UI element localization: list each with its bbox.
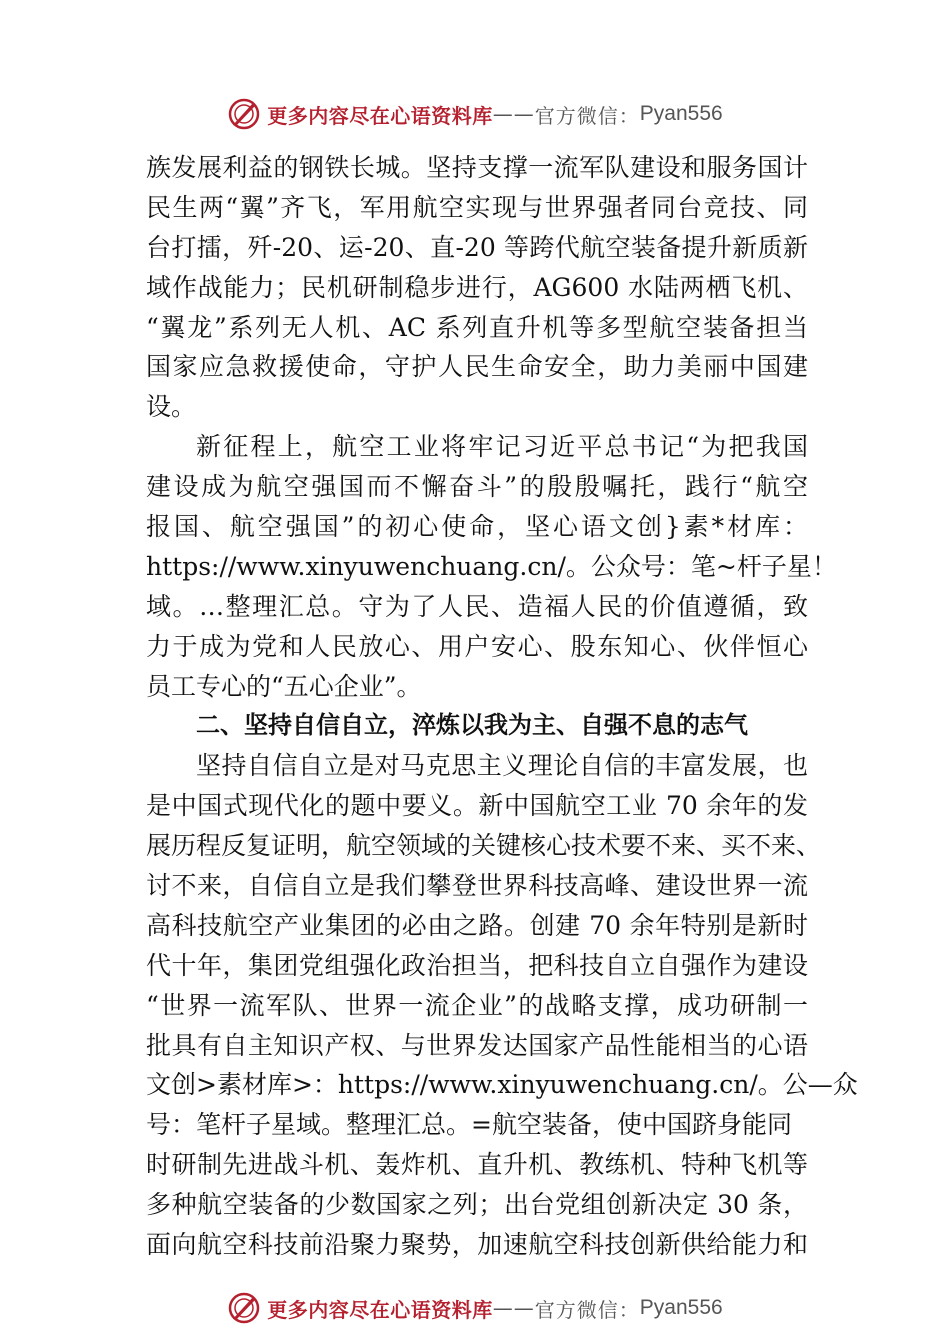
- text-line: “翼龙”系列无人机、AC 系列直升机等多型航空装备担当: [146, 312, 808, 342]
- banner-separator: ——: [492, 1296, 535, 1320]
- text-line: 高科技航空产业集团的必由之路。创建 70 余年特别是新时: [146, 910, 808, 940]
- text-line: 族发展利益的钢铁长城。坚持支撑一流军队建设和服务国计: [146, 153, 808, 182]
- banner-brand: 更多内容尽在心语资料库: [267, 1297, 493, 1322]
- text-line: 坚持自信自立是对马克思主义理论自信的丰富发展，也: [196, 751, 808, 781]
- header-watermark-banner: [0, 94, 950, 134]
- document-body: [146, 148, 858, 1265]
- text-line: 力于成为党和人民放心、用户安心、股东知心、伙伴恒心: [146, 631, 808, 661]
- text-line: 报国、航空强国”的初心使命，坚心语文创}素*材库：: [146, 512, 808, 542]
- text-line: 新征程上，航空工业将牢记习近平总书记“为把我国: [196, 432, 808, 462]
- banner-wechat-id: Pyan556: [639, 102, 723, 125]
- text-line: “世界一流军队、世界一流企业”的战略支撑，成功研制一: [146, 990, 808, 1020]
- text-line: https://www.xinyuwenchuang.cn/。公众号：笔~杆子星！: [146, 551, 837, 581]
- section-heading: [146, 706, 808, 746]
- quill-seal-logo-icon: [227, 1291, 261, 1325]
- text-line: 讨不来，自信自立是我们攀登世界科技高峰、建设世界一流: [146, 871, 808, 901]
- text-line: 文创>素材库>：https://www.xinyuwenchuang.cn/。公—众: [146, 1070, 858, 1100]
- text-line: 号：笔杆子星域。整理汇总。=航空装备，使中国跻身能同: [146, 1110, 792, 1140]
- footer-watermark-banner: [0, 1288, 950, 1328]
- text-line: 展历程反复证明，航空领域的关键核心技术要不来、买不来、: [146, 831, 822, 861]
- text-line: 台打擂，歼-20、运-20、直-20 等跨代航空装备提升新质新: [146, 232, 808, 262]
- paragraph: [146, 746, 858, 1265]
- banner-wechat-id: Pyan556: [639, 1296, 723, 1319]
- text-line: 是中国式现代化的题中要义。新中国航空工业 70 余年的发: [146, 791, 808, 821]
- banner-label: 官方微信：: [534, 1297, 640, 1322]
- paragraph: [146, 148, 808, 427]
- text-line: 时研制先进战斗机、轰炸机、直升机、教练机、特种飞机等: [146, 1150, 808, 1180]
- text-line: 批具有自主知识产权、与世界发达国家产品性能相当的心语: [146, 1030, 808, 1060]
- text-line: 设。: [146, 392, 197, 422]
- text-line: 建设成为航空强国而不懈奋斗”的殷殷嘱托，践行“航空: [146, 472, 808, 502]
- text-line: 民生两“翼”齐飞，军用航空实现与世界强者同台竞技、同: [146, 192, 808, 222]
- text-line: 多种航空装备的少数国家之列；出台党组创新决定 30 条，: [146, 1190, 808, 1220]
- quill-seal-logo-icon: [227, 97, 261, 131]
- banner-brand: 更多内容尽在心语资料库: [267, 103, 493, 128]
- text-line: 员工专心的“五心企业”。: [146, 671, 422, 701]
- text-line: 代十年，集团党组强化政治担当，把科技自立自强作为建设: [146, 950, 808, 980]
- text-line: 域。…整理汇总。守为了人民、造福人民的价值遵循，致: [146, 591, 808, 621]
- banner-separator: ——: [492, 102, 535, 126]
- text-line: 国家应急救援使命，守护人民生命安全，助力美丽中国建: [146, 352, 808, 382]
- banner-label: 官方微信：: [534, 103, 640, 128]
- heading-text: 二、坚持自信自立，淬炼以我为主、自强不息的志气: [196, 711, 748, 740]
- text-line: 域作战能力；民机研制稳步进行，AG600 水陆两栖飞机、: [146, 272, 808, 302]
- paragraph: [146, 427, 837, 706]
- text-line: 面向航空科技前沿聚力聚势，加速航空科技创新供给能力和: [146, 1230, 808, 1260]
